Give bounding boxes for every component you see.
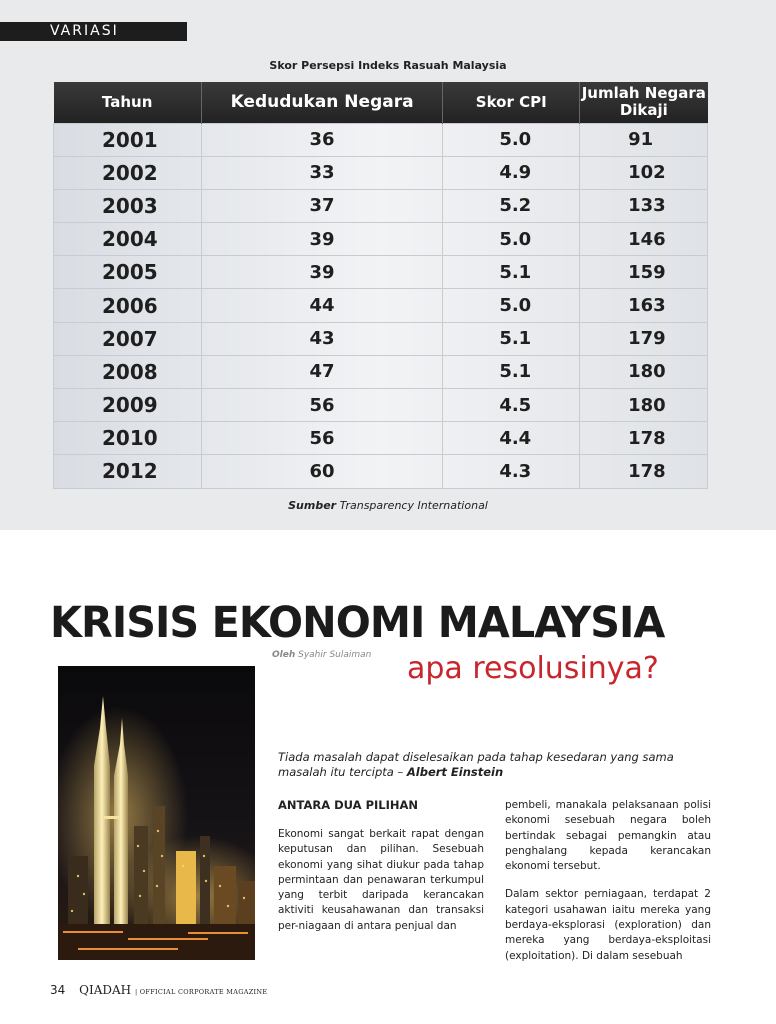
cell-year: 2010	[54, 422, 202, 455]
cell-countries: 91	[580, 123, 708, 156]
cell-year: 2004	[54, 223, 202, 256]
cell-rank: 56	[201, 389, 442, 422]
table-row	[54, 156, 708, 189]
header-year: Tahun	[54, 82, 202, 123]
cell-countries: 178	[580, 455, 708, 488]
quote-text: Tiada masalah dapat diselesaikan pada tahap kesedaran yang sama masalah itu tercipta –	[278, 750, 674, 779]
table-row	[54, 289, 708, 322]
header-countries: Jumlah Negara Dikaji	[580, 82, 708, 123]
cell-countries: 163	[580, 289, 708, 322]
cell-score: 5.1	[443, 322, 580, 355]
article-subhead: apa resolusinya?	[407, 651, 659, 686]
cell-rank: 36	[201, 123, 442, 156]
cell-rank: 39	[201, 223, 442, 256]
cell-rank: 37	[201, 189, 442, 222]
cell-year: 2003	[54, 189, 202, 222]
cell-rank: 47	[201, 355, 442, 388]
section-label: VARIASI	[0, 22, 187, 41]
byline-author: Syahir Sulaiman	[298, 650, 372, 660]
kuala-lumpur-skyline-image	[58, 666, 255, 960]
article-quote	[278, 750, 718, 780]
cell-score: 5.1	[443, 355, 580, 388]
table-row	[54, 389, 708, 422]
cell-year: 2002	[54, 156, 202, 189]
table-source	[0, 499, 776, 512]
cell-score: 4.9	[443, 156, 580, 189]
header-rank: Kedudukan Negara	[201, 82, 442, 123]
cell-rank: 44	[201, 289, 442, 322]
table-row	[54, 123, 708, 156]
article-column-1	[278, 798, 484, 947]
cell-rank: 39	[201, 256, 442, 289]
cell-score: 4.5	[443, 389, 580, 422]
cell-score: 5.0	[443, 123, 580, 156]
cell-year: 2005	[54, 256, 202, 289]
cell-rank: 60	[201, 455, 442, 488]
article-column-2	[505, 798, 711, 977]
cell-year: 2006	[54, 289, 202, 322]
cell-countries: 102	[580, 156, 708, 189]
cell-score: 5.1	[443, 256, 580, 289]
cell-countries: 146	[580, 223, 708, 256]
cell-countries: 180	[580, 389, 708, 422]
cell-rank: 43	[201, 322, 442, 355]
cell-year: 2009	[54, 389, 202, 422]
source-label: Sumber	[288, 499, 337, 512]
cell-countries: 178	[580, 422, 708, 455]
cell-rank: 56	[201, 422, 442, 455]
magazine-brand: QIADAH	[79, 983, 132, 997]
cell-rank: 33	[201, 156, 442, 189]
source-text: Transparency International	[339, 499, 488, 512]
cell-score: 4.3	[443, 455, 580, 488]
article-headline: KRISIS EKONOMI MALAYSIA	[50, 598, 665, 648]
table-row	[54, 455, 708, 488]
cell-score: 5.0	[443, 223, 580, 256]
page-number: 34	[50, 983, 66, 997]
cell-year: 2001	[54, 123, 202, 156]
section-heading: ANTARA DUA PILIHAN	[278, 798, 419, 812]
page-footer	[50, 983, 267, 997]
cell-countries: 133	[580, 189, 708, 222]
table-row	[54, 355, 708, 388]
paragraph: Dalam sektor perniagaan, terdapat 2 kategori usahawan iaitu mereka yang berdaya-eksplorasi (exploration) dan mereka yang berdaya-eksploitasi (exploitation). Di dalam sesebuah	[505, 888, 711, 962]
table-header-row	[54, 82, 708, 123]
table-row	[54, 223, 708, 256]
cell-countries: 180	[580, 355, 708, 388]
table-title: Skor Persepsi Indeks Rasuah Malaysia	[269, 59, 507, 72]
header-score: Skor CPI	[443, 82, 580, 123]
article-byline	[272, 650, 371, 660]
table-row	[54, 422, 708, 455]
table-row	[54, 189, 708, 222]
byline-prefix: Oleh	[272, 650, 296, 660]
cell-countries: 179	[580, 322, 708, 355]
cell-year: 2008	[54, 355, 202, 388]
cell-year: 2012	[54, 455, 202, 488]
cell-score: 5.0	[443, 289, 580, 322]
cpi-table	[53, 82, 708, 489]
table-row	[54, 322, 708, 355]
city-night-photo	[58, 666, 255, 960]
cell-score: 5.2	[443, 189, 580, 222]
cell-score: 4.4	[443, 422, 580, 455]
table-row	[54, 256, 708, 289]
quote-author: Albert Einstein	[406, 765, 504, 779]
paragraph: pembeli, manakala pelaksanaan polisi ekonomi sesebuah negara boleh bertindak sebagai pemangkin atau penghalang kepada kerancakan ekonomi tersebut.	[505, 799, 711, 873]
cell-countries: 159	[580, 256, 708, 289]
cell-year: 2007	[54, 322, 202, 355]
magazine-tagline: | OFFICIAL CORPORATE MAGAZINE	[134, 988, 268, 996]
paragraph: Ekonomi sangat berkait rapat dengan keputusan dan pilihan. Sesebuah ekonomi yang sihat diukur pada tahap permintaan dan penawaran terkumpul yang terbit daripada kerancakan aktiviti keusahawanan dan transaksi per-niagaan di antara penjual dan	[278, 828, 484, 932]
